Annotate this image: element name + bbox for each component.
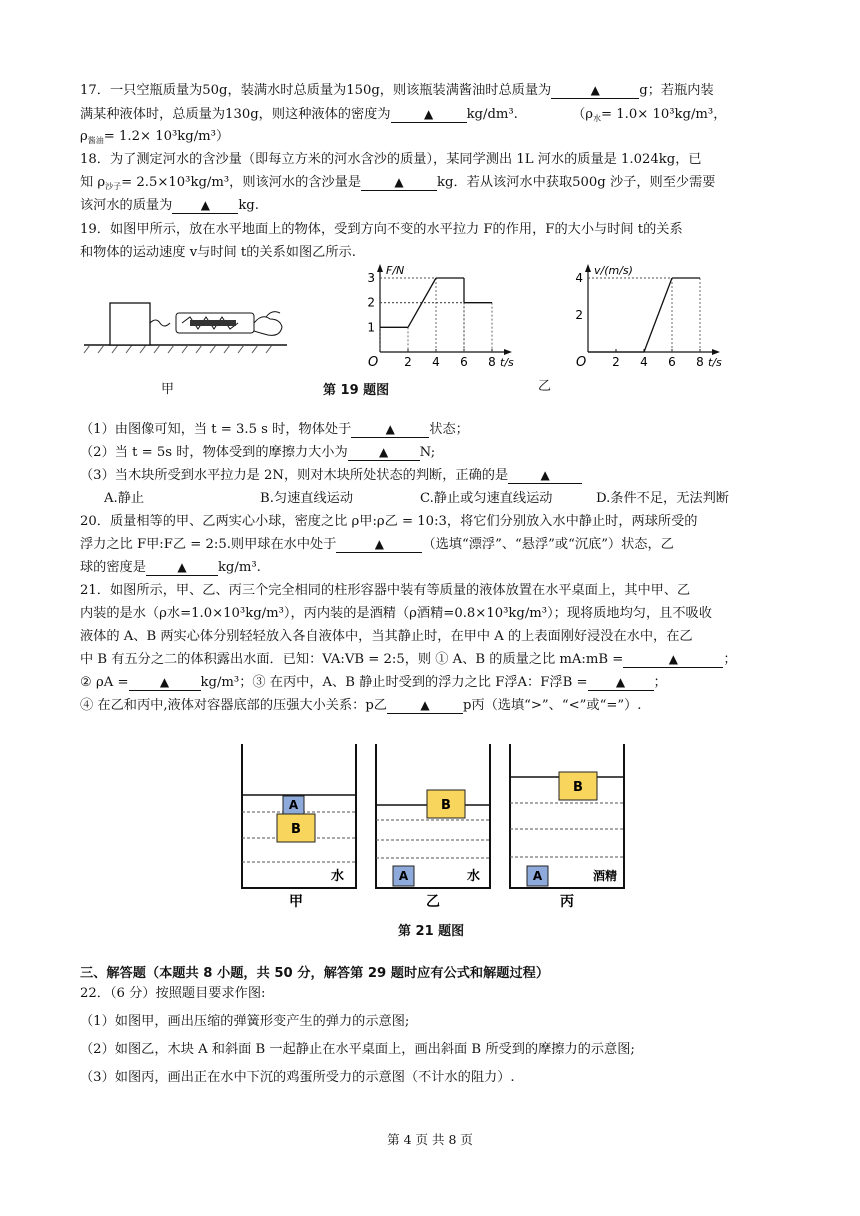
q18-line1: 18．为了测定河水的含沙量（即每立方米的河水含沙的质量），某同学测出 1L 河水的质量是 1.024kg，已: [80, 152, 702, 167]
y-tick-label: 2: [575, 308, 583, 322]
svg-text:水: 水: [330, 869, 344, 884]
q22-sub1: （1）如图甲，画出压缩的弹簧形变产生的弹力的示意图;: [80, 1014, 410, 1029]
svg-text:A: A: [288, 798, 299, 812]
origin-label: O: [368, 355, 379, 370]
q20-line2: 浮力之比 F甲:F乙 = 2:5.则甲球在水中处于 ▲ （选填“漂浮”、“悬浮”或“沉底”）状态，乙: [80, 537, 674, 552]
x-tick-label: 6: [460, 355, 468, 369]
fig19-caption: 第 19 题图: [323, 383, 390, 398]
q22-sub3: （3）如图丙，画出正在水中下沉的鸡蛋所受力的示意图（不计水的阻力）.: [80, 1070, 515, 1085]
svg-text:水: 水: [466, 869, 480, 884]
q18-line2: 知 $\rho_{沙子}= 2.5\times 10^3kg/m^3$，则该河水的含沙量是 ▲ kg．若从该河水中获取500g 沙子，则至少需要: [80, 175, 716, 191]
figure-label-yi: 乙: [538, 379, 552, 394]
answer-blank[interactable]: ▲: [361, 175, 437, 191]
svg-text:酒精: 酒精: [592, 869, 617, 883]
q22-sub2: （2）如图乙，木块 A 和斜面 B 一起静止在水平桌面上，画出斜面 B 所受到的摩擦力的示意图;: [80, 1042, 635, 1057]
containers-figure: [240, 742, 640, 917]
answer-blank[interactable]: ▲: [172, 198, 238, 214]
fig21-caption: 第 21 题图: [398, 924, 465, 939]
container-yi: [376, 744, 490, 888]
x-axis-label: t/s: [708, 356, 722, 369]
q17-line3: $\rho_{酱油}= 1.2\times 10^3kg/m^3$）: [80, 129, 230, 145]
page-footer: 第 4 页 共 8 页: [387, 1132, 473, 1147]
answer-blank[interactable]: ▲: [351, 422, 429, 438]
svg-text:B: B: [291, 822, 301, 837]
y-axis-label: v/(m/s): [594, 264, 633, 277]
x-tick-label: 4: [640, 355, 648, 369]
option-c[interactable]: C.静止或匀速直线运动: [420, 491, 553, 506]
answer-blank[interactable]: ▲: [336, 537, 422, 553]
x-tick-label: 2: [404, 355, 412, 369]
answer-blank[interactable]: ▲: [348, 445, 420, 461]
q21-line5: ② ρA = ▲ kg/m³；③ 在丙中，A、B 静止时受到的浮力之比 F浮A：F浮B = ▲ ；: [80, 675, 667, 690]
q20-line1: 20．质量相等的甲、乙两实心小球，密度之比 ρ甲:ρ乙 = 10:3，将它们分别放入水中静止时，两球所受的: [80, 514, 698, 529]
y-axis-arrow: [585, 264, 591, 272]
svg-text:B: B: [441, 798, 451, 813]
q21-line3: 液体的 A、B 两实心体分别轻轻放入各自液体中，当其静止时，在甲中 A 的上表面刚好浸没在水中，在乙: [80, 629, 693, 644]
origin-label: O: [576, 355, 587, 370]
svg-text:甲: 甲: [289, 894, 303, 910]
y-axis-label: F/N: [386, 264, 405, 277]
q19-options: [104, 490, 729, 508]
answer-blank[interactable]: ▲: [508, 468, 582, 484]
q21-line1: 21．如图所示，甲、乙、丙三个完全相同的柱形容器中装有等质量的液体放置在水平桌面上，其中甲、乙: [80, 583, 691, 598]
q18-line3: 该河水的质量为 ▲ kg.: [80, 198, 259, 213]
x-tick-label: 8: [696, 355, 704, 369]
svg-text:A: A: [532, 869, 543, 883]
q22-line1: 22．（6 分）按照题目要求作图:: [80, 986, 266, 1001]
series-segment: [644, 278, 672, 352]
answer-blank[interactable]: ▲: [129, 675, 201, 691]
svg-text:B: B: [573, 780, 583, 795]
y-axis-arrow: [377, 264, 383, 272]
option-a[interactable]: A.静止: [104, 491, 145, 506]
container-bing: [510, 744, 624, 888]
y-tick-label: 3: [367, 271, 375, 285]
x-axis-arrow: [712, 349, 720, 355]
q19-line1: 19．如图甲所示，放在水平地面上的物体，受到方向不变的水平拉力 F的作用，F的大小与时间 t的关系: [80, 222, 683, 237]
x-tick-label: 4: [432, 355, 440, 369]
x-tick-label: 8: [488, 355, 496, 369]
answer-blank[interactable]: ▲: [387, 698, 463, 714]
section-heading: 三、解答题（本题共 8 小题，共 50 分，解答第 29 题时应有公式和解题过程）: [80, 966, 550, 981]
x-axis-label: t/s: [500, 356, 514, 369]
y-tick-label: 2: [367, 295, 375, 310]
q20-line3: 球的密度是 ▲ kg/m³.: [80, 560, 261, 575]
option-d[interactable]: D.条件不足，无法判断: [596, 491, 729, 506]
answer-blank[interactable]: ▲: [146, 560, 218, 576]
container-jia: [242, 744, 356, 888]
force-time-chart: [358, 262, 518, 370]
y-tick-label: 4: [575, 271, 583, 285]
q21-line6: ④ 在乙和丙中,液体对容器底部的压强大小关系：p乙 ▲ p丙（选填“>”、“<”或“=”）.: [80, 698, 642, 713]
q19-sub2: （2）当 t = 5s 时，物体受到的摩擦力大小为 ▲ N;: [80, 445, 436, 460]
svg-text:乙: 乙: [426, 894, 440, 910]
velocity-time-chart: [566, 262, 726, 370]
svg-text:丙: 丙: [560, 894, 574, 910]
x-tick-label: 2: [612, 355, 620, 369]
x-axis-arrow: [504, 349, 512, 355]
q21-line4: 中 B 有五分之二的体积露出水面．已知：VA:VB = 2:5，则 ① A、B 的质量之比 mA:mB = ▲ ；: [80, 652, 737, 667]
answer-blank[interactable]: ▲: [551, 83, 639, 99]
x-tick-label: 6: [668, 355, 676, 369]
figure-label-jia: 甲: [161, 382, 175, 397]
q21-line2: 内装的是水（ρ水=1.0×10³kg/m³），丙内装的是酒精（ρ酒精=0.8×10³kg/m³）；现将质地均匀，且不吸收: [80, 606, 712, 621]
svg-text:A: A: [398, 869, 409, 883]
q19-line2: 和物体的运动速度 v与时间 t的关系如图乙所示.: [80, 245, 356, 260]
answer-blank[interactable]: ▲: [588, 675, 654, 691]
q17-line1: 17．一只空瓶质量为50g，装满水时总质量为150g，则该瓶装满酱油时总质量为 ▲ g；若瓶内装: [80, 83, 714, 98]
answer-blank[interactable]: ▲: [623, 652, 723, 668]
q19-sub1: （1）由图像可知，当 t = 3.5 s 时，物体处于 ▲ 状态；: [80, 422, 469, 437]
option-b[interactable]: B.匀速直线运动: [260, 491, 354, 506]
y-tick-label: 1: [367, 320, 375, 335]
answer-blank[interactable]: ▲: [391, 107, 467, 123]
q19-sub3: （3）当木块所受到水平拉力是 2N，则对木块所处状态的判断，正确的是 ▲: [80, 467, 582, 485]
spring-scale-figure: [82, 285, 292, 355]
q17-line2: 满某种液体时，总质量为130g，则这种液体的密度为 ▲ kg/dm³. （$\rho_水= 1.0\times 10^3kg/m^3$，: [80, 107, 727, 123]
